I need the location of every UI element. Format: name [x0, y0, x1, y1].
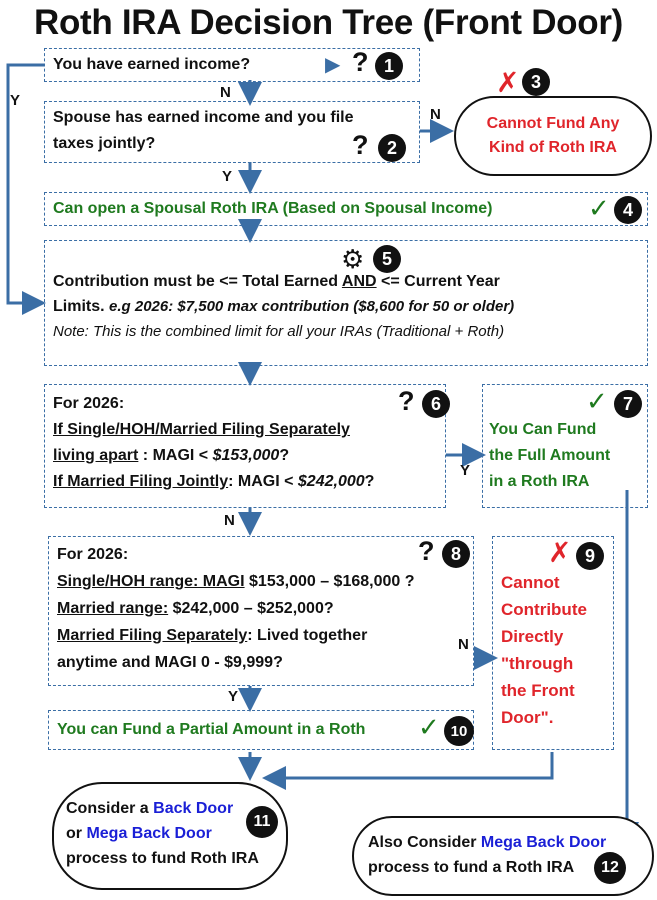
node-11-line-1: [66, 796, 274, 821]
badge-4: 4: [614, 196, 642, 224]
node-9-line-3: Directly: [501, 627, 564, 646]
badge-7: 7: [614, 390, 642, 418]
node-6-magi-limits: [44, 384, 446, 508]
node-8-phaseout-range: [48, 536, 474, 686]
badge-8: 8: [442, 540, 470, 568]
node-7-line-2: the Full Amount: [489, 447, 611, 464]
node-6-line-4: [53, 469, 437, 495]
label-Y-6-to-7: Y: [460, 462, 471, 479]
node-6-magi-label-1: : MAGI <: [138, 447, 213, 464]
node-9-line-5: the Front: [501, 681, 575, 700]
node-6-line-2: If Single/HOH/Married Filing Separately: [53, 421, 350, 438]
label-N-8-to-9: N: [458, 636, 469, 653]
node-11-line-3: process to fund Roth IRA: [66, 850, 259, 867]
check-icon: ✓: [588, 193, 610, 223]
question-icon: ?: [352, 47, 369, 77]
node-6-single-limit: $153,000: [212, 447, 280, 464]
node-11-line-2: [66, 821, 274, 846]
node-8-line-3: [57, 595, 465, 622]
badge-6: 6: [422, 390, 450, 418]
badge-12: 12: [594, 852, 626, 884]
check-icon: ✓: [418, 712, 440, 742]
node-6-living-apart: living apart: [53, 447, 139, 464]
arrow-9-to-11: [268, 752, 552, 778]
label-Y-2-to-4: Y: [222, 168, 233, 185]
node-6-heading: For 2026:: [53, 395, 125, 412]
node-6-married-jointly: If Married Filing Jointly: [53, 473, 229, 490]
cross-icon: ✗: [496, 67, 520, 98]
badge-3: 3: [522, 68, 550, 96]
node-1-text: You have earned income?: [53, 56, 251, 73]
node-6-line-3: [53, 443, 437, 469]
node-8-line-4: [57, 622, 465, 649]
node-8-mfs-label: Married Filing Separately: [57, 627, 248, 644]
gear-icon: ⚙: [341, 244, 365, 274]
node-3-line-2: Kind of Roth IRA: [489, 139, 617, 156]
node-5-line-1a: Contribution must be <= Total Earned: [53, 273, 342, 290]
node-11-mega-back-door-label: Mega Back Door: [86, 825, 212, 842]
badge-2: 2: [378, 134, 406, 162]
node-3-cannot-fund: [454, 96, 652, 176]
badge-11: 11: [246, 806, 278, 838]
node-7-line-1: You Can Fund: [489, 421, 597, 438]
label-N-6-to-8: N: [224, 512, 235, 529]
node-6-q1: ?: [279, 447, 290, 464]
label-N-1-to-2: N: [220, 84, 231, 101]
node-8-heading: For 2026:: [57, 546, 129, 563]
node-11-back-door-label: Back Door: [153, 800, 234, 817]
node-4-spousal-roth: [44, 192, 648, 226]
node-8-line-2: [57, 568, 465, 595]
node-5-line-1c: <= Current Year: [376, 273, 500, 290]
node-5-example: e.g 2026: $7,500 max contribution ($8,600 for 50 or older): [109, 298, 515, 315]
node-8-married-range: $242,000 – $252,000?: [168, 600, 334, 617]
badge-9: 9: [576, 542, 604, 570]
badge-1: 1: [375, 52, 403, 80]
label-Y-8-to-10: Y: [228, 688, 239, 705]
node-5-line-2: [53, 294, 639, 319]
node-8-single-range-label: Single/HOH range: MAGI: [57, 573, 245, 590]
node-5-and: AND: [341, 273, 377, 290]
node-3-line-1: Cannot Fund Any: [486, 115, 620, 132]
node-11-or: or: [66, 825, 87, 842]
badge-5: 5: [373, 245, 401, 273]
node-6-joint-limit: $242,000: [297, 473, 365, 490]
node-7-line-3: in a Roth IRA: [489, 473, 590, 490]
node-6-magi-label-2: : MAGI <: [228, 473, 298, 490]
node-8-single-range: $153,000 – $168,000 ?: [244, 573, 415, 590]
node-9-line-4: "through: [501, 654, 574, 673]
node-5-note: Note: This is the combined limit for all your IRAs (Traditional + Roth): [53, 323, 505, 340]
check-icon: ✓: [586, 386, 608, 416]
node-8-married-range-label: Married range:: [57, 600, 169, 617]
node-9-line-2: Contribute: [501, 600, 587, 619]
node-6-q2: ?: [364, 473, 375, 490]
node-2-line-2: taxes jointly?: [53, 135, 156, 152]
node-5-line-2a: Limits.: [53, 298, 110, 315]
node-12-also-consider: Also Consider: [368, 834, 481, 851]
node-8-line-5: anytime and MAGI 0 - $9,999?: [57, 654, 283, 671]
node-9-line-6: Door".: [501, 708, 554, 727]
node-10-partial-amount: [48, 710, 474, 750]
label-Y-1-to-5: Y: [10, 92, 21, 109]
node-12-line-1: [368, 830, 638, 855]
node-11-consider: Consider a: [66, 800, 154, 817]
node-4-text: Can open a Spousal Roth IRA (Based on Spousal Income): [53, 200, 493, 217]
question-icon: ?: [398, 386, 415, 416]
cross-icon: ✗: [548, 537, 572, 568]
node-12-mega-back-door-label: Mega Back Door: [480, 834, 607, 851]
node-12-line-2: process to fund a Roth IRA: [368, 859, 575, 876]
node-10-text: You can Fund a Partial Amount in a Roth: [57, 721, 366, 738]
node-11-back-door: [52, 782, 288, 890]
label-N-2-to-3: N: [430, 106, 441, 123]
play-icon: ▶: [325, 54, 341, 76]
question-icon: ?: [418, 536, 435, 566]
badge-10: 10: [444, 716, 474, 746]
node-8-mfs-text: : Lived together: [247, 627, 368, 644]
diagram-title: Roth IRA Decision Tree (Front Door): [33, 3, 624, 42]
node-2-line-1: Spouse has earned income and you file: [53, 109, 354, 126]
node-9-line-1: Cannot: [501, 573, 560, 592]
question-icon: ?: [352, 130, 369, 160]
